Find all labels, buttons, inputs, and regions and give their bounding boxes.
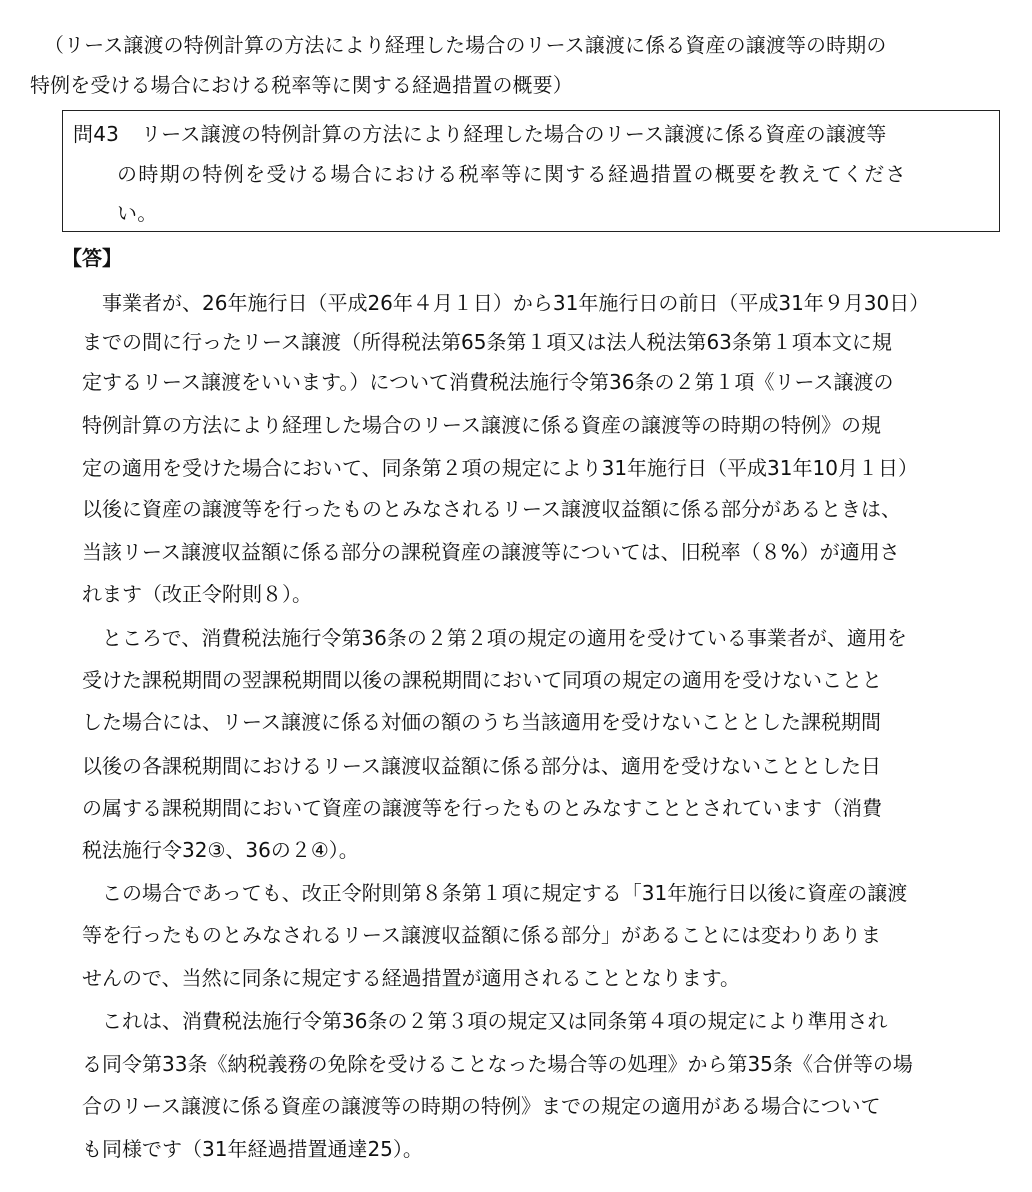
answer-line: 定するリース譲渡をいいます。）について消費税法施行令第36条の２第１項《リース譲渡の: [82, 370, 894, 394]
answer-label: 【答】: [62, 246, 122, 270]
section-heading-line-2: 特例を受ける場合における税率等に関する経過措置の概要）: [30, 74, 573, 97]
question-number: 問43: [73, 122, 120, 146]
answer-line: ところで、消費税法施行令第36条の２第２項の規定の適用を受けている事業者が、適用を: [102, 626, 907, 650]
answer-line: この場合であっても、改正令附則第８条第１項に規定する「31年施行日以後に資産の譲渡: [102, 881, 908, 905]
answer-line: 等を行ったものとみなされるリース譲渡収益額に係る部分」があることには変わりありま: [82, 923, 881, 947]
section-heading-line-1: （リース譲渡の特例計算の方法により経理した場合のリース譲渡に係る資産の譲渡等の時期の: [44, 34, 887, 57]
answer-line: も同様です（31年経過措置通達25）。: [82, 1137, 423, 1161]
question-line-2: の時期の特例を受ける場合における税率等に関する経過措置の概要を教えてくださ: [117, 162, 907, 186]
answer-line: れます（改正令附則８）。: [82, 582, 312, 606]
section-heading: [30, 26, 1005, 106]
answer-line: の属する課税期間において資産の譲渡等を行ったものとみなすこととされています（消費: [82, 796, 882, 820]
answer-line: までの間に行ったリース譲渡（所得税法第65条第１項又は法人税法第63条第１項本文に規: [82, 330, 892, 354]
answer-line: した場合には、リース譲渡に係る対価の額のうち当該適用を受けないこととした課税期間: [82, 710, 881, 734]
question-line-3: い。: [117, 201, 158, 225]
answer-line: せんので、当然に同条に規定する経過措置が適用されることとなります。: [82, 966, 740, 990]
answer-line: 合のリース譲渡に係る資産の譲渡等の時期の特例》までの規定の適用がある場合について: [82, 1094, 881, 1118]
answer-line: 当該リース譲渡収益額に係る部分の課税資産の譲渡等については、旧税率（８%）が適用さ: [82, 540, 900, 564]
answer-line: 以後に資産の譲渡等を行ったものとみなされるリース譲渡収益額に係る部分があるときは、: [82, 497, 901, 521]
answer-line: 受けた課税期間の翌課税期間以後の課税期間において同項の規定の適用を受けないことと: [82, 668, 882, 692]
answer-line: 以後の各課税期間におけるリース譲渡収益額に係る部分は、適用を受けないこととした日: [82, 754, 881, 778]
answer-line: 特例計算の方法により経理した場合のリース譲渡に係る資産の譲渡等の時期の特例》の規: [82, 413, 881, 437]
answer-line: 定の適用を受けた場合において、同条第２項の規定により31年施行日（平成31年10月１日）: [82, 456, 918, 480]
answer-line: る同令第33条《納税義務の免除を受けることなった場合等の処理》から第35条《合併等の場: [82, 1052, 913, 1076]
question-line-1: [73, 116, 886, 152]
answer-line: これは、消費税法施行令第36条の２第３項の規定又は同条第４項の規定により準用され: [102, 1009, 888, 1033]
answer-line: 事業者が、26年施行日（平成26年４月１日）から31年施行日の前日（平成31年９月30日）: [102, 291, 930, 315]
question-box: [62, 110, 1000, 232]
answer-line: 税法施行令32③、36の２④）。: [82, 838, 359, 862]
question-text-1: リース譲渡の特例計算の方法により経理した場合のリース譲渡に係る資産の譲渡等: [141, 122, 887, 146]
